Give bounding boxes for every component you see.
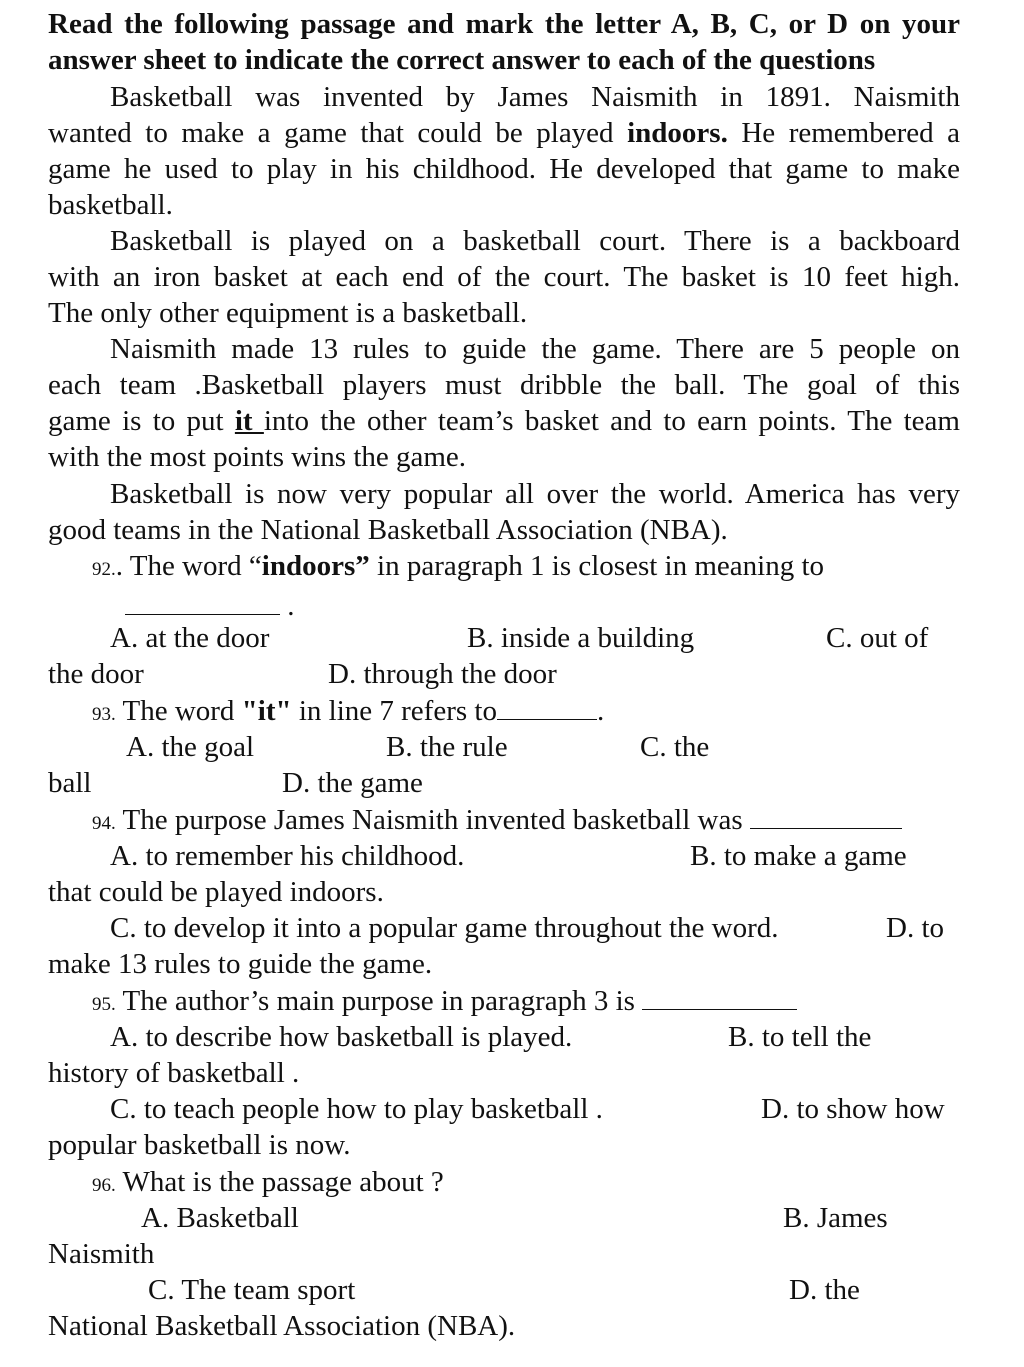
question-95-stem (92, 983, 797, 1023)
passage-p1-line-2 (48, 115, 960, 151)
question-text: The author’s main purpose in paragraph 3 is (122, 985, 643, 1017)
question-text: The word (122, 695, 242, 727)
question-text: in paragraph 1 is closest in meaning to (369, 550, 825, 582)
passage-p3-line-3 (48, 403, 960, 439)
q93-option-c: C. the (640, 731, 710, 763)
answer-blank (125, 590, 280, 615)
q96-option-b: B. James (783, 1202, 888, 1234)
it-keyword: it (234, 405, 264, 437)
q94-option-d-cont: make 13 rules to guide the game. (48, 948, 433, 980)
passage-p3-line-2: each team .Basketball players must dribble the ball. The goal of this (48, 369, 960, 401)
passage-text: into the other team’s basket and to earn points. The team (263, 405, 960, 437)
passage-p1-line-4: basketball. (48, 189, 173, 221)
q94-option-b: B. to make a game (690, 840, 907, 872)
q94-option-d: D. to (886, 912, 944, 944)
q95-option-c: C. to teach people how to play basketball . (110, 1093, 603, 1125)
question-keyword: indoors” (261, 550, 370, 582)
question-text: in line 7 refers to (291, 695, 497, 727)
question-number: 94. (92, 813, 116, 834)
q96-option-b-cont: Naismith (48, 1238, 155, 1270)
question-number: 96. (92, 1175, 116, 1196)
q93-option-a: A. the goal (126, 731, 255, 763)
question-92-stem (92, 548, 824, 588)
instruction-line-2: answer sheet to indicate the correct answer to each of the questions (48, 44, 876, 76)
question-number: 95. (92, 994, 116, 1015)
q94-option-c: C. to develop it into a popular game throughout the word. (110, 912, 779, 944)
q96-option-c: C. The team sport (148, 1274, 356, 1306)
answer-blank (642, 985, 797, 1010)
q94-option-a: A. to remember his childhood. (110, 840, 465, 872)
passage-p1-line-1: Basketball was invented by James Naismith in 1891. Naismith (110, 81, 960, 113)
passage-p1-line-3: game he used to play in his childhood. He developed that game to make (48, 153, 960, 185)
question-93-stem (92, 693, 604, 733)
passage-p2-line-1: Basketball is played on a basketball court. There is a backboard (110, 225, 960, 257)
q95-option-d: D. to show how (761, 1093, 945, 1125)
passage-p3-line-1: Naismith made 13 rules to guide the game. There are 5 people on (110, 333, 960, 365)
q95-option-d-cont: popular basketball is now. (48, 1129, 351, 1161)
question-keyword: "it" (241, 695, 292, 727)
blank-dot: . (287, 590, 295, 622)
answer-blank (497, 695, 597, 720)
passage-p2-line-3: The only other equipment is a basketball. (48, 297, 528, 329)
passage-p4-line-1: Basketball is now very popular all over the world. America has very (110, 478, 960, 510)
q92-option-d: D. through the door (328, 658, 557, 690)
q96-option-d: D. the (789, 1274, 860, 1306)
question-number: 92. (92, 559, 116, 580)
question-text: . The word “ (115, 550, 262, 582)
passage-p3-line-4: with the most points wins the game. (48, 441, 467, 473)
question-text: The purpose James Naismith invented basketball was (122, 804, 750, 836)
q96-option-d-cont: National Basketball Association (NBA). (48, 1310, 516, 1342)
q92-option-c-cont: the door (48, 658, 144, 690)
passage-p2-line-2: with an iron basket at each end of the court. The basket is 10 feet high. (48, 261, 960, 293)
passage-text: game is to put (48, 405, 235, 437)
q92-option-a: A. at the door (110, 622, 270, 654)
q96-option-a: A. Basketball (141, 1202, 299, 1234)
q92-option-c: C. out of (826, 622, 929, 654)
q93-option-b: B. the rule (386, 731, 508, 763)
passage-text: He remembered a (727, 117, 961, 149)
question-text: What is the passage about ? (122, 1166, 444, 1198)
q94-option-b-cont: that could be played indoors. (48, 876, 384, 908)
q92-option-b: B. inside a building (467, 622, 695, 654)
q95-option-a: A. to describe how basketball is played. (110, 1021, 573, 1053)
question-94-stem (92, 802, 902, 842)
indoors-keyword: indoors. (627, 117, 728, 149)
passage-text: wanted to make a game that could be played (48, 117, 628, 149)
q95-option-b-cont: history of basketball . (48, 1057, 300, 1089)
q93-option-c-cont: ball (48, 767, 92, 799)
question-96-stem (92, 1164, 444, 1204)
q93-option-d: D. the game (282, 767, 423, 799)
answer-blank (750, 804, 902, 829)
blank-dot: . (596, 695, 605, 727)
question-number: 93. (92, 704, 116, 725)
question-92-blank (125, 588, 295, 624)
passage-p4-line-2: good teams in the National Basketball Association (NBA). (48, 514, 728, 546)
q95-option-b: B. to tell the (728, 1021, 872, 1053)
instruction-line-1: Read the following passage and mark the letter A, B, C, or D on your (48, 8, 960, 40)
